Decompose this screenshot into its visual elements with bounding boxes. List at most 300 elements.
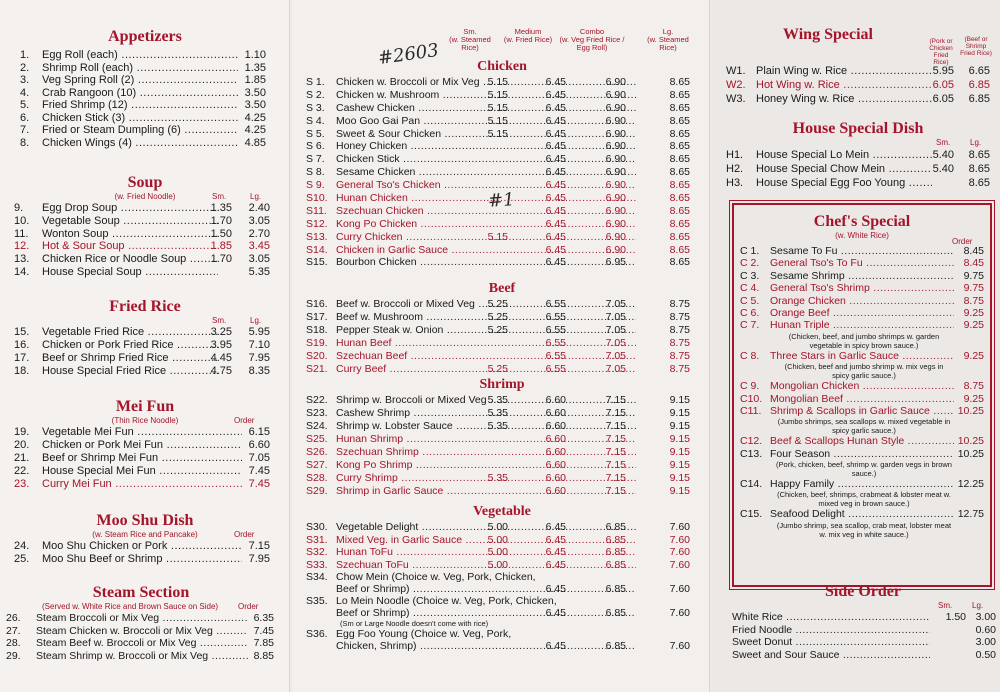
item-number: 20. [14,439,30,451]
item-price-price: 10.25 [957,404,984,417]
menu-item-row [740,282,984,294]
item-name: Three Stars in Garlic Sauce ..... [770,350,954,362]
item-price-price: 8.75 [963,294,984,307]
item-name: Sweet & Sour Chicken ..... [336,128,636,141]
item-price-price: 7.45 [248,478,270,490]
fried-rice-heading: Fried Rice [109,298,181,315]
item-price-cb: 7.05 [605,324,626,336]
item-price-lg: 7.10 [248,339,270,351]
item-name: Steam Beef w. Broccoli or Mix Veg ..... [36,637,248,650]
item-price-price: 9.75 [963,282,984,295]
item-name: General Tso's Shrimp ..... [770,282,954,294]
item-name: House Special Lo Mein ..... [756,148,932,162]
item-price-lg: 9.15 [669,394,690,406]
item-price-cb: 6.90 [605,153,626,166]
steam-heading: Steam Section [92,584,190,601]
item-number: S15. [306,256,328,269]
item-number: C 9. [740,380,760,393]
item-number: S 5. [306,127,325,140]
item-price-cb: 6.90 [605,217,626,230]
menu-item-row [14,202,276,215]
item-price-md: 6.45 [545,533,566,546]
menu-item-row [306,218,698,231]
item-price-price: 1.10 [244,49,266,61]
item-price-sm: 4.75 [210,365,232,377]
item-name: Hunan Beef ..... [336,337,636,350]
menu-item-row [726,176,990,190]
item-price-md: 6.60 [545,420,566,432]
item-price-md: 6.45 [545,192,566,205]
item-number: 6. [20,111,30,124]
soup-heading: Soup [127,174,163,191]
menu-item-row [306,595,698,607]
item-price-sm: 1.85 [210,240,232,253]
item-price-md: 6.45 [545,166,566,179]
menu-item-row [306,485,698,498]
item-price-price: 12.25 [957,478,984,491]
menu-item-row [306,628,698,640]
menu-item-row [306,192,698,205]
item-price-lg: 8.65 [669,217,690,230]
item-name: Four Season ..... [770,448,954,460]
mei-fun-subtitle: (Thin Rice Noodle) [111,416,179,425]
mei-fun-section [14,398,276,491]
menu-item-row [14,240,276,253]
menu-item-row [6,612,276,625]
item-number: S17. [306,311,328,323]
menu-item-row [306,298,698,311]
item-number: S18. [306,324,328,336]
item-price-md: 6.45 [545,256,566,269]
item-price-lg: 8.65 [669,256,690,269]
item-price-sm: 5.40 [932,163,954,175]
item-name: Moo Shu Chicken or Pork ..... [42,540,242,553]
steam-section [6,584,276,662]
menu-item-row [14,266,276,279]
item-name: General Tso's Chicken ..... [336,179,636,192]
item-name: Fried Shrimp (12) ..... [42,99,238,112]
vegetable-heading: Vegetable [473,504,531,519]
item-number: S26. [306,446,328,458]
item-number: S14. [306,243,328,256]
item-name: Szechuan Chicken ..... [336,205,636,218]
item-number: S 3. [306,101,325,114]
item-price-md: 6.45 [545,546,566,558]
item-price-cb: 6.90 [605,114,626,127]
item-number: 21. [14,452,30,464]
menu-item-row [6,650,276,663]
chef-subtitle: (w. White Rice) [835,231,889,240]
item-price-lg: 2.40 [248,202,270,214]
item-price-md: 6.45 [545,76,566,88]
menu-item-row [14,439,276,452]
item-name: Beef or Shrimp Fried Rice ..... [42,352,218,365]
chef-heading: Chef's Special [813,213,911,230]
item-price-a: 6.05 [932,79,954,91]
col-sm-label: Sm. [938,601,953,610]
item-name: Kong Po Shrimp ..... [336,459,636,472]
menu-item-row [14,540,276,553]
item-name: Fried or Steam Dumpling (6) ..... [42,124,238,137]
item-price-price: 1.85 [244,74,266,86]
menu-item-row [14,465,276,478]
item-price-lg: 9.15 [669,433,690,445]
menu-item-row [306,459,698,472]
item-price-cb: 6.90 [605,88,626,101]
item-number: 12. [14,240,30,253]
col-order-label: Order [238,602,259,611]
menu-item-row [726,78,990,92]
item-name: Cashew Chicken ..... [336,102,636,115]
item-name: Chicken w. Mushroom ..... [336,89,636,102]
item-price-sm: 5.15 [487,114,508,127]
item-name: Shrimp & Scallops in Garlic Sauce ..... [770,405,954,417]
wing-special-section [726,26,990,106]
item-number: S35. [306,595,328,607]
item-price-lg: 8.75 [669,350,690,362]
menu-item-row [740,295,984,307]
item-price-price: 7.85 [253,637,274,649]
item-description: (Jumbo shrimps, sea scallops w. mixed vegetable in spicy garlic sauce.) [777,417,951,436]
item-price-md: 6.45 [545,243,566,256]
item-name: Shrimp Roll (each) ..... [42,62,238,75]
item-price-price: 7.05 [248,452,270,464]
item-number: S 8. [306,166,325,179]
item-price-lg: 8.65 [669,88,690,101]
shrimp-heading: Shrimp [479,377,525,392]
item-price-sm: 4.45 [210,352,232,364]
item-number: S 6. [306,140,325,153]
item-name: Hunan Chicken ..... [336,192,636,205]
item-price-md: 6.45 [545,583,566,595]
item-number: S 2. [306,88,325,101]
menu-item-row [14,339,276,352]
item-name: Hot & Sour Soup ..... [42,240,218,253]
item-name: Hunan ToFu ..... [336,546,636,559]
item-number: S20. [306,350,328,362]
item-number: S29. [306,485,328,497]
moo-shu-section [14,512,276,566]
item-price-price: 9.25 [963,306,984,319]
item-price-lg: 0.50 [975,648,996,661]
menu-item-row [306,179,698,192]
item-number: S24. [306,420,328,432]
item-number: C 1. [740,245,760,257]
item-name: Vegetable Fried Rice ..... [42,326,218,339]
item-price-lg: 8.65 [669,230,690,243]
item-price-md: 6.55 [545,311,566,323]
item-name: Steam Chicken w. Broccoli or Mix Veg ..... [36,625,248,638]
item-price-a: 6.05 [932,93,954,105]
item-name: Chicken Stick (3) ..... [42,112,238,125]
item-price-lg: 8.65 [669,140,690,153]
item-price-lg: 7.95 [248,352,270,364]
menu-item-row [306,89,698,102]
menu-item-row [726,64,990,78]
menu-item-row [306,571,698,583]
menu-item-row [14,215,276,228]
item-name: Wonton Soup ..... [42,228,218,241]
item-name: Steam Shrimp w. Broccoli or Mix Veg ..... [36,650,248,663]
item-price-cb: 7.15 [605,394,626,406]
item-price-cb: 6.85 [605,640,626,652]
item-price-cb: 7.05 [605,363,626,375]
item-price-md: 6.60 [545,472,566,484]
header-sm: Sm. (w. Steamed Rice) [449,27,491,52]
item-price-cb: 6.90 [605,243,626,256]
item-name: Vegetable Mei Fun ..... [42,426,242,439]
menu-item-row [14,49,276,62]
item-name: Beef or Shrimp Mei Fun ..... [42,452,242,465]
item-price-lg: 5.35 [248,265,270,278]
item-price-lg: 9.15 [669,446,690,458]
menu-item-row [740,307,984,319]
item-price-lg: 7.60 [669,546,690,558]
item-price-lg: 3.00 [975,636,996,649]
item-price-lg: 7.60 [669,640,690,652]
chefs-special-box [732,203,992,587]
item-number: C 7. [740,319,760,332]
item-name: Kong Po Chicken ..... [336,218,636,231]
item-price-sm: 5.35 [487,407,508,419]
item-price-price: 8.45 [963,257,984,270]
item-price-price: 10.25 [957,435,984,448]
item-price-md: 6.55 [545,324,566,336]
item-price-price: 6.15 [248,426,270,438]
item-price-md: 6.45 [545,101,566,114]
house-heading: House Special Dish [792,120,924,137]
wing-col1-label: (Pork or Chicken Fried Rice) [929,38,953,66]
item-price-lg: 7.60 [669,521,690,533]
menu-item-row [6,637,276,650]
item-price-lg: 7.60 [669,583,690,595]
item-name: Szechuan ToFu ..... [336,559,636,572]
item-price-sm: 5.15 [487,230,508,243]
item-number: S34. [306,571,328,583]
menu-item-row [740,319,984,331]
item-number: 9. [14,202,24,214]
item-price-cb: 7.05 [605,311,626,323]
item-name: Steam Broccoli or Mix Veg ..... [36,612,248,625]
menu-item-row [14,62,276,75]
item-price-lg: 8.65 [669,153,690,166]
menu-item-row [306,76,698,89]
menu-item-row [306,420,698,433]
item-price-sm: 5.25 [487,363,508,375]
item-number: 7. [20,124,30,136]
item-price-cb: 7.05 [605,298,626,310]
soup-section [14,174,276,279]
item-number: S25. [306,433,328,445]
item-price-lg: 9.15 [669,420,690,432]
item-price-lg: 8.65 [669,204,690,217]
menu-item-row [306,102,698,115]
item-number: S21. [306,363,328,375]
item-price-price: 10.25 [957,447,984,460]
menu-item-row [740,245,984,257]
fried-rice-section [14,298,276,378]
item-name: Sweet and Sour Sauce ..... [732,649,930,662]
item-price-price: 7.15 [248,540,270,552]
item-price-lg: 2.70 [248,227,270,240]
item-name-line1: Lo Mein Noodle (Choice w. Veg, Pork, Chicken, [336,595,557,607]
menu-item-row [14,87,276,100]
item-price-lg: 3.45 [248,240,270,253]
item-name-line2: Beef or Shrimp) ..... [336,607,636,619]
item-description: (Chicken, beef, shrimps, crabmeat & lobster meat w. mixed veg in brown sauce.) [777,490,951,509]
item-price-md: 6.60 [545,446,566,458]
item-price-price: 9.25 [963,319,984,332]
item-price-sm: 5.35 [487,472,508,484]
col-sm-label: Sm. [212,316,227,325]
col-sm-label: Sm. [936,138,951,147]
item-name: Seafood Delight ..... [770,508,954,520]
item-number: C12. [740,435,763,448]
menu-item-row [732,624,994,637]
col-lg-label: Lg. [250,316,262,325]
item-price-price: 3.50 [244,86,266,99]
menu-item-row [306,394,698,407]
menu-item-row [14,426,276,439]
item-name: Mongolian Beef ..... [770,393,954,405]
item-price-cb: 6.90 [605,76,626,88]
menu-item-row [732,649,994,662]
menu-item-row [740,448,984,460]
item-name: Vegetable Soup ..... [42,215,218,228]
item-number: S30. [306,521,328,533]
item-number: C15. [740,508,763,521]
item-name: Curry Mei Fun ..... [42,478,242,491]
item-number: 19. [14,426,30,438]
menu-item-row [306,350,698,363]
item-number: 14. [14,265,30,278]
item-price-lg: 9.15 [669,459,690,471]
item-price-lg: 0.60 [975,623,996,636]
menu-item-row [306,140,698,153]
item-price-sm: 1.35 [210,202,232,214]
menu-item-row [306,115,698,128]
col-order-label: Order [952,237,973,246]
item-number: 10. [14,214,30,227]
handwritten-note-mid: #1 [487,189,516,212]
item-price-md: 6.45 [545,140,566,153]
item-price-cb: 6.90 [605,127,626,140]
item-price-cb: 6.85 [605,558,626,571]
item-price-lg: 8.65 [669,166,690,179]
item-number: C 8. [740,349,760,362]
item-price-cb: 7.05 [605,337,626,349]
item-name: Chicken or Pork Mei Fun ..... [42,439,242,452]
item-number: 22. [14,465,30,477]
item-name: Vegetable Delight ..... [336,521,636,534]
item-price-b: 6.65 [968,65,990,77]
item-name: Pepper Steak w. Onion ..... [336,324,636,337]
item-price-lg: 3.05 [248,214,270,227]
item-price-sm: 5.00 [487,533,508,546]
item-number: 8. [20,136,30,149]
item-name: Cashew Shrimp ..... [336,407,636,420]
item-name-line2: Chicken, Shrimp) ..... [336,640,636,652]
item-price-sm: 1.70 [210,214,232,227]
item-price-cb: 6.90 [605,179,626,192]
item-price-price: 8.45 [963,245,984,257]
item-name: House Special Mei Fun ..... [42,465,242,478]
col-order-label: Order [234,530,255,539]
item-price-cb: 7.05 [605,350,626,362]
item-name: Mixed Veg. in Garlic Sauce ..... [336,534,636,547]
item-price-md: 6.60 [545,433,566,445]
chicken-section [306,58,698,269]
col-sm-label: Sm. [212,192,227,201]
item-price-sm: 5.25 [487,324,508,336]
item-price-cb: 6.85 [605,583,626,595]
item-number: C 2. [740,257,760,270]
item-price-sm: 1.50 [945,611,966,623]
item-number: 13. [14,253,30,266]
item-price-cb: 6.85 [605,546,626,558]
menu-item-row [306,153,698,166]
steam-subtitle: (Served w. White Rice and Brown Sauce on Side) [42,602,219,611]
item-number: 11. [14,227,29,240]
item-price-price: 7.95 [248,553,270,565]
item-number: S23. [306,407,328,419]
item-price-lg: 7.60 [669,558,690,571]
item-price-price: 12.75 [957,508,984,521]
menu-item-row [306,128,698,141]
item-price-lg: 3.00 [975,611,996,623]
col-lg-label: Lg. [970,138,982,147]
item-price-lg: 8.65 [968,163,990,175]
item-price-cb: 6.85 [605,521,626,533]
item-price-cb: 6.95 [605,256,626,269]
item-name: Chicken or Pork Fried Rice ..... [42,339,218,352]
item-description: (Chicken, beef and jumbo shrimp w. mix vegs in spicy garlic sauce.) [784,362,944,381]
item-name: Chicken Rice or Noodle Soup ..... [42,253,218,266]
menu-item-row [306,205,698,218]
item-price-sm: 5.35 [487,420,508,432]
item-name: Chicken w. Broccoli or Mix Veg ..... [336,76,636,89]
item-number: S12. [306,217,328,230]
item-price-lg: 8.65 [669,179,690,192]
item-price-sm: 1.70 [210,253,232,266]
item-name: Curry Beef ..... [336,363,636,376]
menu-item-row [306,231,698,244]
item-price-lg: 3.05 [248,253,270,266]
item-number: 1. [20,49,30,61]
item-price-cb: 7.15 [605,407,626,419]
menu-item-row [726,148,990,162]
item-price-sm: 5.35 [487,394,508,406]
item-name: General Tso's To Fu ..... [770,257,954,269]
item-number: H2. [726,163,744,175]
item-name: Beef & Scallops Hunan Style ..... [770,435,954,447]
item-price-price: 9.25 [963,349,984,362]
item-number: C 6. [740,306,760,319]
item-number: H3. [726,177,744,189]
item-number: C 3. [740,269,760,282]
menu-item-row [306,534,698,547]
menu-item-row [6,625,276,638]
item-price-cb: 6.90 [605,140,626,153]
item-number: S22. [306,394,328,406]
item-price-md: 6.45 [545,204,566,217]
menu-item-row [14,112,276,125]
menu-item-row [726,162,990,176]
item-price-cb: 7.15 [605,446,626,458]
item-name: Orange Beef ..... [770,307,954,319]
item-number: 26. [6,612,21,624]
item-description: (Pork, chicken, beef, shrimp w. garden vegs in brown sauce.) [776,460,952,479]
